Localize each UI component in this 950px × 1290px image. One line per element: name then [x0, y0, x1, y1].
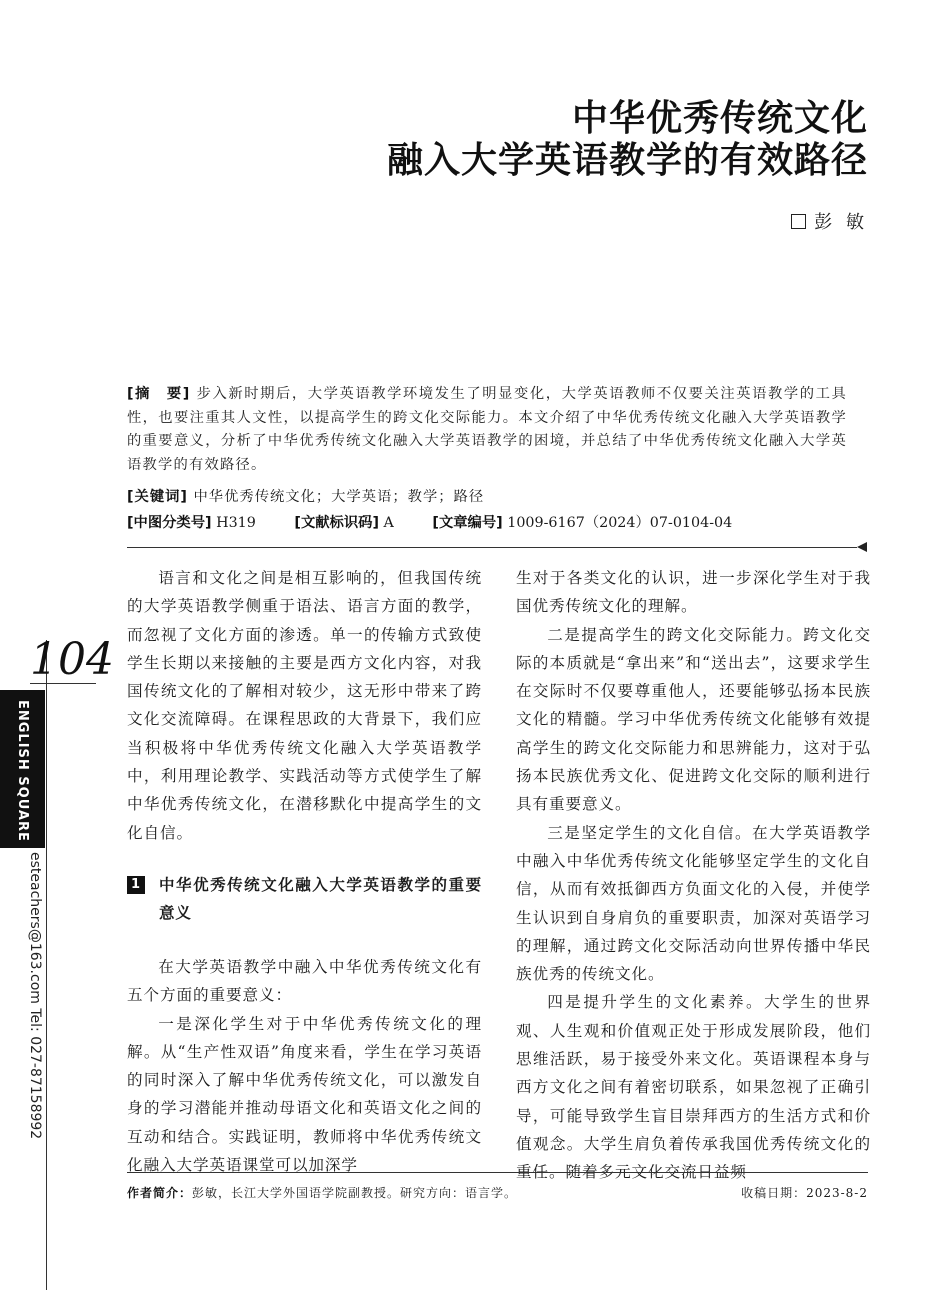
article-number-label: [文章编号] — [432, 515, 503, 531]
title-line-1: 中华优秀传统文化 — [571, 98, 868, 139]
author-note — [127, 1184, 517, 1201]
article-number-value: 1009-6167（2024）07-0104-04 — [507, 515, 733, 531]
author-note-label: 作者简介： — [127, 1186, 193, 1200]
author — [791, 208, 868, 234]
section-number: 1 — [127, 876, 145, 894]
keywords-label: [关键词] — [127, 489, 188, 505]
author-note-text: 彭敏，长江大学外国语学院副教授。研究方向：语言学。 — [192, 1186, 518, 1200]
right-column — [516, 564, 871, 1187]
section-heading — [127, 871, 482, 927]
paragraph: 二是提高学生的跨文化交际能力。跨文化交际的本质就是“拿出来”和“送出去”，这要求学生在交际时不仅要尊重他人，还要能够弘扬本民族文化的精髓。学习中华优秀传统文化能够有效提高学生的跨文化交际能力和思辨能力，这对于弘扬本民族优秀文化、促进跨文化交际的顺利进行具有重要意义。 — [516, 625, 871, 814]
left-column — [127, 564, 482, 1179]
received-date: 收稿日期：2023-8-2 — [741, 1186, 868, 1200]
paragraph: 一是深化学生对于中华优秀传统文化的理解。从“生产性双语”角度来看，学生在学习英语的同时深入了解中华优秀传统文化，可以激发自身的学习潜能并推动母语文化和英语文化之间的互动和结合。实践证明，教师将中华优秀传统文化融入大学英语课堂可以加深学 — [127, 1014, 482, 1175]
keywords — [127, 486, 484, 506]
section-title: 中华优秀传统文化融入大学英语教学的重要意义 — [159, 875, 482, 922]
section-tab-label: ENGLISH SQUARE — [15, 700, 30, 842]
abstract — [127, 383, 847, 477]
paragraph: 四是提升学生的文化素养。大学生的世界观、人生观和价值观正处于形成发展阶段，他们思维活跃，易于接受外来文化。英语课程本身与西方文化之间有着密切联系，如果忽视了正确引导，可能导致学生盲目崇拜西方的生活方式和价值观念。大学生肩负着传承我国优秀传统文化的重任。随着多元文化交流日益频 — [516, 993, 871, 1182]
abstract-text: 步入新时期后，大学英语教学环境发生了明显变化，大学英语教师不仅要关注英语教学的工具性，也要注重其人文性，以提高学生的跨文化交际能力。本文介绍了中华优秀传统文化融入大学英语教学的重要意义，分析了中华优秀传统文化融入大学英语教学的困境，并总结了中华优秀传统文化融入大学英语教学的有效路径。 — [127, 386, 847, 473]
margin-vertical-rule — [46, 640, 47, 1290]
author-name: 彭 敏 — [814, 212, 868, 233]
keywords-text: 中华优秀传统文化；大学英语；教学；路径 — [193, 489, 485, 505]
abstract-divider — [127, 547, 857, 548]
title-line-2: 融入大学英语教学的有效路径 — [386, 140, 868, 181]
author-box-icon — [791, 214, 806, 229]
paragraph: 生对于各类文化的认识，进一步深化学生对于我国优秀传统文化的理解。 — [516, 569, 871, 616]
contact-info: esteachers@163.com Tel: 027-87158992 — [27, 852, 43, 1140]
page-number: 104 — [30, 634, 114, 685]
paragraph: 在大学英语教学中融入中华优秀传统文化有五个方面的重要意义： — [127, 957, 482, 1005]
doc-code-value: A — [383, 515, 394, 531]
divider-arrow-icon — [857, 542, 867, 552]
page-number-rule — [30, 683, 96, 684]
classification-line — [127, 512, 732, 532]
clc-label: [中图分类号] — [127, 515, 212, 531]
clc-value: H319 — [216, 515, 256, 531]
abstract-label: [摘 要] — [127, 386, 191, 402]
footer-rule — [127, 1172, 868, 1173]
doc-code-label: [文献标识码] — [294, 515, 379, 531]
intro-paragraph: 语言和文化之间是相互影响的，但我国传统的大学英语教学侧重于语法、语言方面的教学，而忽视了文化方面的渗透。单一的传输方式致使学生长期以来接触的主要是西方文化内容，对我国传统文化的了解相对较少，这无形中带来了跨文化交流障碍。在课程思政的大背景下，我们应当积极将中华优秀传统文化融入大学英语教学中，利用理论教学、实践活动等方式使学生了解中华优秀传统文化，在潜移默化中提高学生的文化自信。 — [127, 569, 482, 842]
paragraph: 三是坚定学生的文化自信。在大学英语教学中融入中华优秀传统文化能够坚定学生的文化自信，从而有效抵御西方负面文化的入侵，并使学生认识到自身肩负的重要职责，加深对英语学习的理解，通过跨文化交际活动向世界传播中华民族优秀的传统文化。 — [516, 823, 871, 984]
